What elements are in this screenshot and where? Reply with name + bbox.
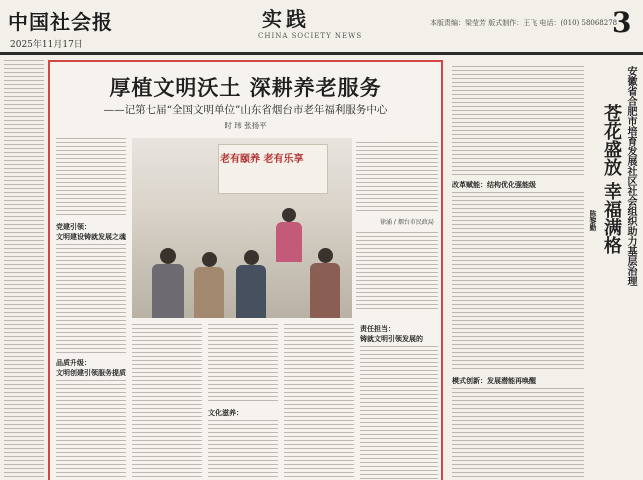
article-body-col1	[56, 138, 126, 218]
photo-caption	[356, 142, 438, 212]
section-subhead: 品质升级：	[56, 358, 91, 367]
photo-person	[236, 265, 266, 318]
photo-person	[194, 267, 224, 318]
section-subhead: 文明建设铸就发展之魂	[56, 232, 126, 241]
photo-person	[318, 248, 333, 263]
photo-person	[152, 264, 184, 318]
photo-credit: 徐涌 / 烟台市民政局	[380, 219, 434, 226]
left-margin-text	[4, 60, 44, 480]
article-byline: 时 玮 张扬平	[224, 121, 267, 130]
article-body-col4	[356, 232, 438, 312]
page-credits: 本版责编：梁莹芳 版式制作：王飞 电话：(010) 58068278	[430, 19, 618, 27]
photo-person	[202, 252, 217, 267]
photo-banner-text: 老有颐养 老有乐享	[220, 154, 304, 165]
issue-date: 2025年11月17日	[10, 40, 83, 50]
page-number: 3	[612, 6, 632, 39]
photo-person	[276, 222, 302, 262]
photo-person	[244, 250, 259, 265]
section-subhead: 党建引领：	[56, 222, 91, 231]
second-article-kicker: 安徽省合肥市培育发展社区社会组织助力基层治理	[625, 66, 636, 286]
featured-article[interactable]	[48, 60, 443, 480]
article-body-col2	[132, 324, 202, 480]
article-headline: 厚植文明沃土 深耕养老服务	[109, 75, 382, 100]
masthead	[0, 0, 643, 55]
photo-person	[310, 263, 340, 318]
section-subhead: 文化滋养：	[208, 408, 243, 417]
article-body-col6	[360, 346, 438, 480]
section-subhead: 责任担当：	[360, 324, 395, 333]
section-subhead: 铸就文明引领发展的	[360, 334, 423, 343]
section-title: 实践	[262, 7, 310, 31]
article-body-col3	[208, 324, 278, 404]
photo-person	[160, 248, 176, 264]
second-article-body	[452, 388, 584, 480]
second-article[interactable]	[448, 60, 643, 480]
article-body-col3b	[208, 420, 278, 480]
article-body-col1c	[56, 380, 126, 480]
section-subhead: 改革赋能：结构优化强能级	[452, 180, 536, 189]
second-article-body	[452, 66, 584, 176]
section-subhead: 模式创新：发展潜能再唤醒	[452, 376, 536, 385]
article-subhead: ——记第七届“全国文明单位”山东省烟台市老年福利服务中心	[103, 104, 388, 116]
section-title-en: CHINA SOCIETY NEWS	[258, 32, 363, 40]
article-body-col5	[284, 324, 354, 480]
second-article-title: 苍花盛放 幸福满格	[601, 104, 622, 255]
article-body-col1b	[56, 244, 126, 354]
article-photo	[132, 138, 352, 318]
second-article-author: 陈黎勤	[589, 210, 598, 231]
section-subhead: 文明创建引领服务提质	[56, 368, 126, 377]
second-article-body	[452, 192, 584, 372]
photo-person	[282, 208, 296, 222]
newspaper-logo: 中国社会报	[8, 10, 113, 34]
